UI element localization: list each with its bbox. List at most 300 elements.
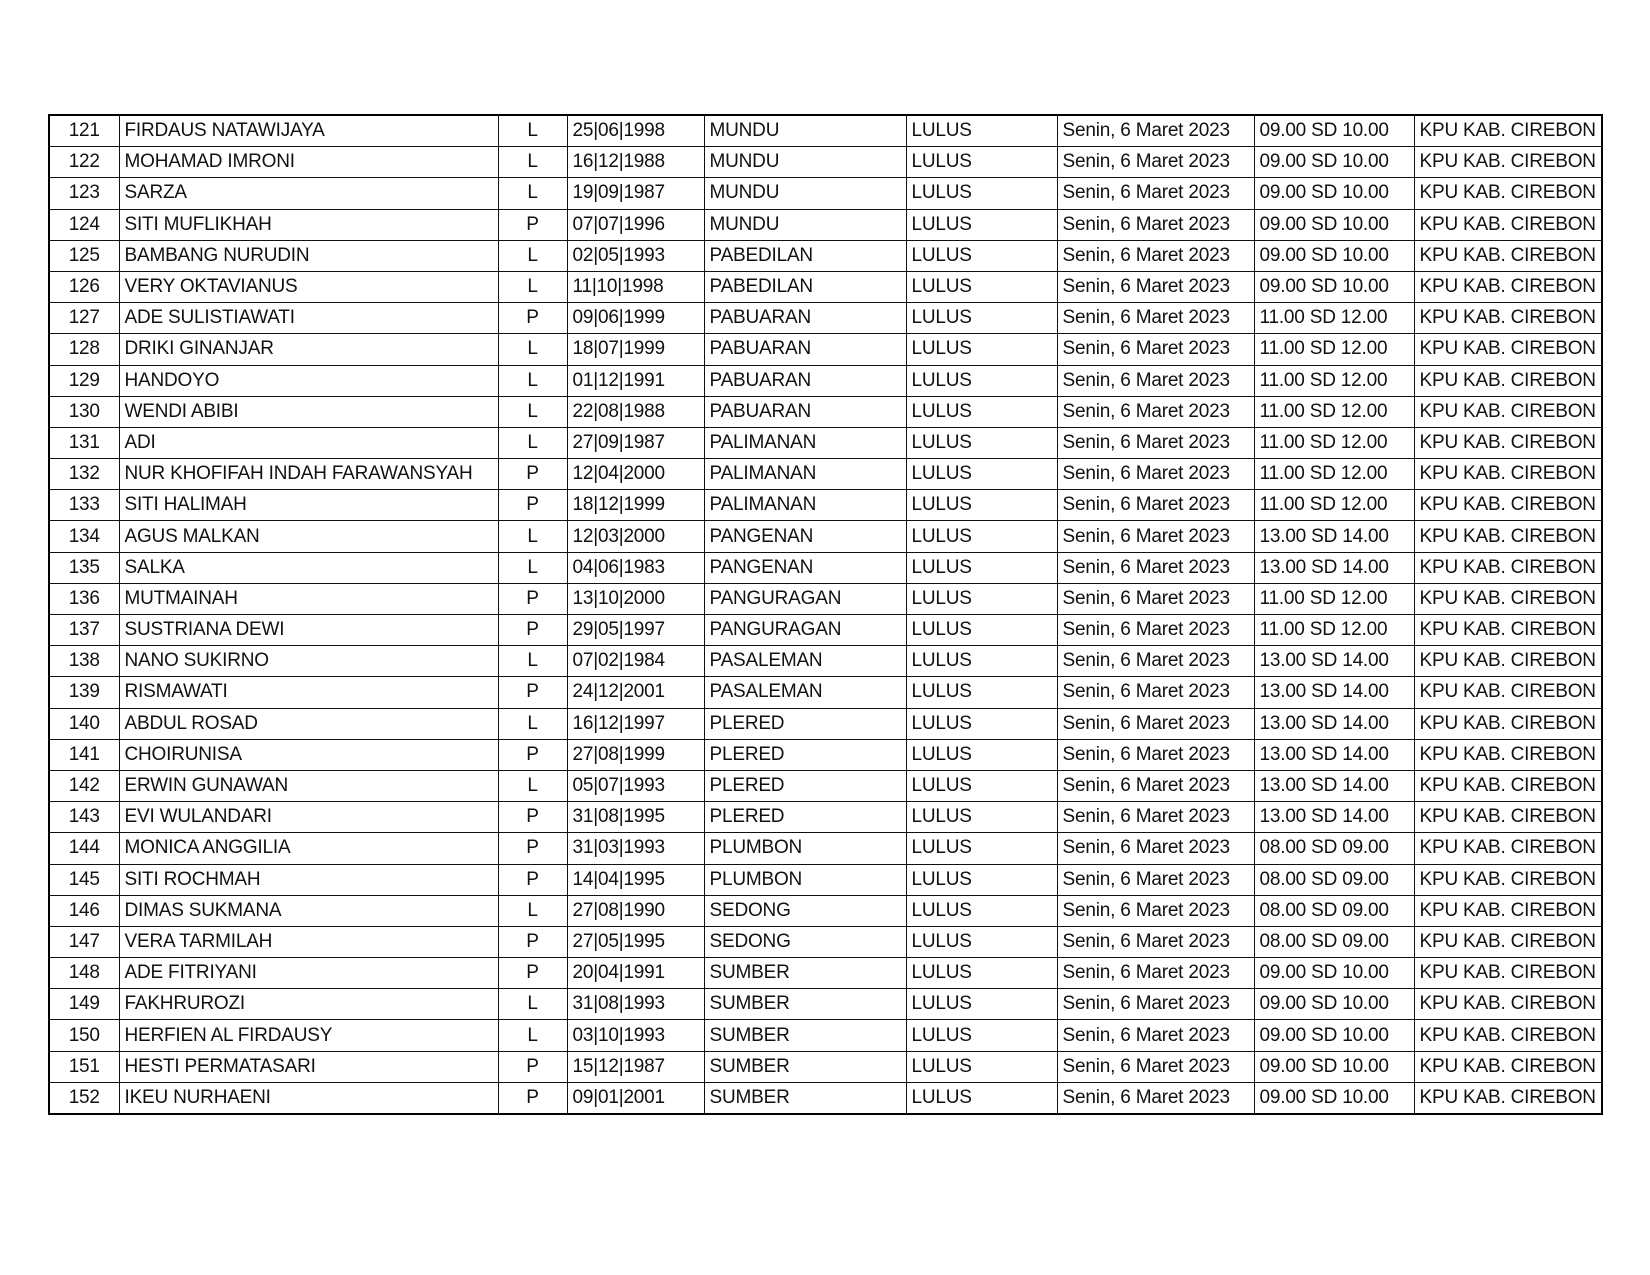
- birth-date-cell: 12|04|2000: [567, 459, 704, 490]
- row-number-cell: 139: [49, 677, 119, 708]
- district-cell: PLERED: [704, 739, 906, 770]
- district-cell: SUMBER: [704, 1051, 906, 1082]
- schedule-date-cell: Senin, 6 Maret 2023: [1057, 552, 1254, 583]
- gender-cell: P: [498, 583, 567, 614]
- row-number-cell: 147: [49, 926, 119, 957]
- row-number-cell: 142: [49, 770, 119, 801]
- table-row: [49, 864, 1602, 895]
- schedule-date-cell: Senin, 6 Maret 2023: [1057, 459, 1254, 490]
- schedule-time-cell: 09.00 SD 10.00: [1254, 1082, 1414, 1114]
- schedule-time-cell: 08.00 SD 09.00: [1254, 833, 1414, 864]
- schedule-date-cell: Senin, 6 Maret 2023: [1057, 178, 1254, 209]
- venue-cell: KPU KAB. CIREBON: [1414, 115, 1602, 147]
- venue-cell: KPU KAB. CIREBON: [1414, 1020, 1602, 1051]
- birth-date-cell: 14|04|1995: [567, 864, 704, 895]
- birth-date-cell: 16|12|1997: [567, 708, 704, 739]
- schedule-date-cell: Senin, 6 Maret 2023: [1057, 1020, 1254, 1051]
- gender-cell: P: [498, 303, 567, 334]
- gender-cell: P: [498, 677, 567, 708]
- row-number-cell: 141: [49, 739, 119, 770]
- schedule-date-cell: Senin, 6 Maret 2023: [1057, 271, 1254, 302]
- gender-cell: L: [498, 147, 567, 178]
- birth-date-cell: 24|12|2001: [567, 677, 704, 708]
- status-cell: LULUS: [906, 615, 1057, 646]
- table-row: [49, 1020, 1602, 1051]
- row-number-cell: 148: [49, 958, 119, 989]
- row-number-cell: 146: [49, 895, 119, 926]
- status-cell: LULUS: [906, 303, 1057, 334]
- district-cell: MUNDU: [704, 209, 906, 240]
- status-cell: LULUS: [906, 459, 1057, 490]
- status-cell: LULUS: [906, 209, 1057, 240]
- district-cell: SEDONG: [704, 926, 906, 957]
- participant-name-cell: SITI ROCHMAH: [119, 864, 498, 895]
- district-cell: PALIMANAN: [704, 427, 906, 458]
- schedule-date-cell: Senin, 6 Maret 2023: [1057, 583, 1254, 614]
- schedule-date-cell: Senin, 6 Maret 2023: [1057, 864, 1254, 895]
- schedule-time-cell: 08.00 SD 09.00: [1254, 926, 1414, 957]
- participant-name-cell: ABDUL ROSAD: [119, 708, 498, 739]
- gender-cell: P: [498, 926, 567, 957]
- row-number-cell: 129: [49, 365, 119, 396]
- birth-date-cell: 02|05|1993: [567, 240, 704, 271]
- birth-date-cell: 18|12|1999: [567, 490, 704, 521]
- venue-cell: KPU KAB. CIREBON: [1414, 1051, 1602, 1082]
- row-number-cell: 152: [49, 1082, 119, 1114]
- district-cell: PABUARAN: [704, 334, 906, 365]
- venue-cell: KPU KAB. CIREBON: [1414, 802, 1602, 833]
- table-row: [49, 365, 1602, 396]
- gender-cell: L: [498, 521, 567, 552]
- participant-name-cell: MONICA ANGGILIA: [119, 833, 498, 864]
- venue-cell: KPU KAB. CIREBON: [1414, 552, 1602, 583]
- gender-cell: P: [498, 1051, 567, 1082]
- schedule-time-cell: 13.00 SD 14.00: [1254, 677, 1414, 708]
- district-cell: PANGENAN: [704, 552, 906, 583]
- birth-date-cell: 25|06|1998: [567, 115, 704, 147]
- status-cell: LULUS: [906, 770, 1057, 801]
- status-cell: LULUS: [906, 334, 1057, 365]
- birth-date-cell: 22|08|1988: [567, 396, 704, 427]
- venue-cell: KPU KAB. CIREBON: [1414, 209, 1602, 240]
- row-number-cell: 122: [49, 147, 119, 178]
- birth-date-cell: 12|03|2000: [567, 521, 704, 552]
- table-row: [49, 646, 1602, 677]
- birth-date-cell: 20|04|1991: [567, 958, 704, 989]
- gender-cell: L: [498, 396, 567, 427]
- schedule-time-cell: 09.00 SD 10.00: [1254, 240, 1414, 271]
- venue-cell: KPU KAB. CIREBON: [1414, 615, 1602, 646]
- row-number-cell: 145: [49, 864, 119, 895]
- schedule-time-cell: 13.00 SD 14.00: [1254, 646, 1414, 677]
- table-row: [49, 490, 1602, 521]
- status-cell: LULUS: [906, 926, 1057, 957]
- district-cell: SEDONG: [704, 895, 906, 926]
- schedule-date-cell: Senin, 6 Maret 2023: [1057, 926, 1254, 957]
- status-cell: LULUS: [906, 895, 1057, 926]
- schedule-date-cell: Senin, 6 Maret 2023: [1057, 708, 1254, 739]
- schedule-time-cell: 09.00 SD 10.00: [1254, 209, 1414, 240]
- table-row: [49, 583, 1602, 614]
- table-row: [49, 677, 1602, 708]
- gender-cell: L: [498, 552, 567, 583]
- participant-name-cell: DIMAS SUKMANA: [119, 895, 498, 926]
- birth-date-cell: 27|08|1999: [567, 739, 704, 770]
- gender-cell: P: [498, 615, 567, 646]
- participant-name-cell: CHOIRUNISA: [119, 739, 498, 770]
- schedule-time-cell: 11.00 SD 12.00: [1254, 427, 1414, 458]
- status-cell: LULUS: [906, 739, 1057, 770]
- birth-date-cell: 27|05|1995: [567, 926, 704, 957]
- venue-cell: KPU KAB. CIREBON: [1414, 1082, 1602, 1114]
- schedule-date-cell: Senin, 6 Maret 2023: [1057, 521, 1254, 552]
- venue-cell: KPU KAB. CIREBON: [1414, 271, 1602, 302]
- status-cell: LULUS: [906, 864, 1057, 895]
- status-cell: LULUS: [906, 708, 1057, 739]
- birth-date-cell: 31|03|1993: [567, 833, 704, 864]
- venue-cell: KPU KAB. CIREBON: [1414, 770, 1602, 801]
- gender-cell: P: [498, 864, 567, 895]
- gender-cell: L: [498, 240, 567, 271]
- district-cell: PANGURAGAN: [704, 583, 906, 614]
- table-row: [49, 833, 1602, 864]
- gender-cell: L: [498, 365, 567, 396]
- status-cell: LULUS: [906, 1051, 1057, 1082]
- row-number-cell: 134: [49, 521, 119, 552]
- schedule-date-cell: Senin, 6 Maret 2023: [1057, 427, 1254, 458]
- district-cell: PABUARAN: [704, 303, 906, 334]
- birth-date-cell: 31|08|1993: [567, 989, 704, 1020]
- venue-cell: KPU KAB. CIREBON: [1414, 864, 1602, 895]
- gender-cell: L: [498, 115, 567, 147]
- table-body: [49, 115, 1602, 1114]
- schedule-date-cell: Senin, 6 Maret 2023: [1057, 396, 1254, 427]
- schedule-date-cell: Senin, 6 Maret 2023: [1057, 958, 1254, 989]
- schedule-date-cell: Senin, 6 Maret 2023: [1057, 646, 1254, 677]
- schedule-date-cell: Senin, 6 Maret 2023: [1057, 1051, 1254, 1082]
- participant-name-cell: ERWIN GUNAWAN: [119, 770, 498, 801]
- venue-cell: KPU KAB. CIREBON: [1414, 178, 1602, 209]
- schedule-date-cell: Senin, 6 Maret 2023: [1057, 770, 1254, 801]
- district-cell: PASALEMAN: [704, 646, 906, 677]
- table-row: [49, 739, 1602, 770]
- participant-name-cell: AGUS MALKAN: [119, 521, 498, 552]
- schedule-date-cell: Senin, 6 Maret 2023: [1057, 115, 1254, 147]
- participant-name-cell: NUR KHOFIFAH INDAH FARAWANSYAH: [119, 459, 498, 490]
- table-row: [49, 989, 1602, 1020]
- table-row: [49, 895, 1602, 926]
- gender-cell: P: [498, 802, 567, 833]
- participant-name-cell: EVI WULANDARI: [119, 802, 498, 833]
- gender-cell: L: [498, 178, 567, 209]
- participant-name-cell: BAMBANG NURUDIN: [119, 240, 498, 271]
- birth-date-cell: 27|09|1987: [567, 427, 704, 458]
- participant-name-cell: HANDOYO: [119, 365, 498, 396]
- participant-name-cell: VERA TARMILAH: [119, 926, 498, 957]
- status-cell: LULUS: [906, 552, 1057, 583]
- venue-cell: KPU KAB. CIREBON: [1414, 459, 1602, 490]
- row-number-cell: 126: [49, 271, 119, 302]
- status-cell: LULUS: [906, 427, 1057, 458]
- schedule-time-cell: 11.00 SD 12.00: [1254, 334, 1414, 365]
- schedule-time-cell: 11.00 SD 12.00: [1254, 459, 1414, 490]
- schedule-date-cell: Senin, 6 Maret 2023: [1057, 1082, 1254, 1114]
- status-cell: LULUS: [906, 989, 1057, 1020]
- row-number-cell: 135: [49, 552, 119, 583]
- participant-name-cell: VERY OKTAVIANUS: [119, 271, 498, 302]
- gender-cell: L: [498, 646, 567, 677]
- table-row: [49, 615, 1602, 646]
- table-row: [49, 1051, 1602, 1082]
- table-row: [49, 926, 1602, 957]
- table-row: [49, 271, 1602, 302]
- gender-cell: L: [498, 708, 567, 739]
- schedule-date-cell: Senin, 6 Maret 2023: [1057, 334, 1254, 365]
- schedule-time-cell: 09.00 SD 10.00: [1254, 147, 1414, 178]
- participant-name-cell: ADE FITRIYANI: [119, 958, 498, 989]
- schedule-time-cell: 09.00 SD 10.00: [1254, 958, 1414, 989]
- status-cell: LULUS: [906, 115, 1057, 147]
- birth-date-cell: 11|10|1998: [567, 271, 704, 302]
- schedule-date-cell: Senin, 6 Maret 2023: [1057, 240, 1254, 271]
- status-cell: LULUS: [906, 833, 1057, 864]
- table-row: [49, 334, 1602, 365]
- status-cell: LULUS: [906, 271, 1057, 302]
- participant-name-cell: ADI: [119, 427, 498, 458]
- gender-cell: L: [498, 1020, 567, 1051]
- table-row: [49, 459, 1602, 490]
- district-cell: SUMBER: [704, 1082, 906, 1114]
- table-row: [49, 802, 1602, 833]
- district-cell: PANGURAGAN: [704, 615, 906, 646]
- participant-name-cell: FAKHRUROZI: [119, 989, 498, 1020]
- district-cell: PABUARAN: [704, 396, 906, 427]
- participant-name-cell: RISMAWATI: [119, 677, 498, 708]
- participant-name-cell: MUTMAINAH: [119, 583, 498, 614]
- row-number-cell: 151: [49, 1051, 119, 1082]
- schedule-date-cell: Senin, 6 Maret 2023: [1057, 677, 1254, 708]
- gender-cell: P: [498, 209, 567, 240]
- participant-name-cell: SUSTRIANA DEWI: [119, 615, 498, 646]
- gender-cell: P: [498, 490, 567, 521]
- schedule-date-cell: Senin, 6 Maret 2023: [1057, 739, 1254, 770]
- schedule-time-cell: 11.00 SD 12.00: [1254, 303, 1414, 334]
- participant-name-cell: WENDI ABIBI: [119, 396, 498, 427]
- schedule-time-cell: 11.00 SD 12.00: [1254, 615, 1414, 646]
- row-number-cell: 125: [49, 240, 119, 271]
- row-number-cell: 133: [49, 490, 119, 521]
- gender-cell: P: [498, 833, 567, 864]
- row-number-cell: 121: [49, 115, 119, 147]
- row-number-cell: 132: [49, 459, 119, 490]
- birth-date-cell: 29|05|1997: [567, 615, 704, 646]
- gender-cell: L: [498, 989, 567, 1020]
- birth-date-cell: 13|10|2000: [567, 583, 704, 614]
- table-row: [49, 115, 1602, 147]
- district-cell: PALIMANAN: [704, 459, 906, 490]
- results-table: [48, 114, 1603, 1115]
- status-cell: LULUS: [906, 147, 1057, 178]
- schedule-time-cell: 09.00 SD 10.00: [1254, 115, 1414, 147]
- district-cell: MUNDU: [704, 115, 906, 147]
- venue-cell: KPU KAB. CIREBON: [1414, 926, 1602, 957]
- birth-date-cell: 31|08|1995: [567, 802, 704, 833]
- table-row: [49, 396, 1602, 427]
- gender-cell: P: [498, 1082, 567, 1114]
- gender-cell: L: [498, 271, 567, 302]
- district-cell: SUMBER: [704, 1020, 906, 1051]
- schedule-time-cell: 09.00 SD 10.00: [1254, 178, 1414, 209]
- schedule-time-cell: 08.00 SD 09.00: [1254, 864, 1414, 895]
- schedule-date-cell: Senin, 6 Maret 2023: [1057, 490, 1254, 521]
- schedule-date-cell: Senin, 6 Maret 2023: [1057, 303, 1254, 334]
- venue-cell: KPU KAB. CIREBON: [1414, 490, 1602, 521]
- schedule-time-cell: 09.00 SD 10.00: [1254, 989, 1414, 1020]
- table-row: [49, 147, 1602, 178]
- birth-date-cell: 07|02|1984: [567, 646, 704, 677]
- birth-date-cell: 27|08|1990: [567, 895, 704, 926]
- district-cell: PALIMANAN: [704, 490, 906, 521]
- venue-cell: KPU KAB. CIREBON: [1414, 646, 1602, 677]
- schedule-time-cell: 13.00 SD 14.00: [1254, 708, 1414, 739]
- venue-cell: KPU KAB. CIREBON: [1414, 833, 1602, 864]
- venue-cell: KPU KAB. CIREBON: [1414, 708, 1602, 739]
- schedule-time-cell: 13.00 SD 14.00: [1254, 770, 1414, 801]
- status-cell: LULUS: [906, 396, 1057, 427]
- participant-name-cell: DRIKI GINANJAR: [119, 334, 498, 365]
- table-row: [49, 708, 1602, 739]
- table-row: [49, 427, 1602, 458]
- district-cell: SUMBER: [704, 989, 906, 1020]
- table-row: [49, 770, 1602, 801]
- venue-cell: KPU KAB. CIREBON: [1414, 365, 1602, 396]
- participant-name-cell: MOHAMAD IMRONI: [119, 147, 498, 178]
- table-row: [49, 521, 1602, 552]
- venue-cell: KPU KAB. CIREBON: [1414, 583, 1602, 614]
- status-cell: LULUS: [906, 1082, 1057, 1114]
- schedule-time-cell: 13.00 SD 14.00: [1254, 521, 1414, 552]
- participant-name-cell: SALKA: [119, 552, 498, 583]
- district-cell: PABEDILAN: [704, 271, 906, 302]
- table-row: [49, 1082, 1602, 1114]
- birth-date-cell: 03|10|1993: [567, 1020, 704, 1051]
- participant-name-cell: NANO SUKIRNO: [119, 646, 498, 677]
- venue-cell: KPU KAB. CIREBON: [1414, 396, 1602, 427]
- gender-cell: L: [498, 427, 567, 458]
- status-cell: LULUS: [906, 958, 1057, 989]
- participant-name-cell: SARZA: [119, 178, 498, 209]
- participant-name-cell: FIRDAUS NATAWIJAYA: [119, 115, 498, 147]
- venue-cell: KPU KAB. CIREBON: [1414, 895, 1602, 926]
- district-cell: PLUMBON: [704, 864, 906, 895]
- status-cell: LULUS: [906, 178, 1057, 209]
- row-number-cell: 127: [49, 303, 119, 334]
- schedule-time-cell: 09.00 SD 10.00: [1254, 1051, 1414, 1082]
- venue-cell: KPU KAB. CIREBON: [1414, 989, 1602, 1020]
- birth-date-cell: 18|07|1999: [567, 334, 704, 365]
- schedule-time-cell: 09.00 SD 10.00: [1254, 1020, 1414, 1051]
- row-number-cell: 128: [49, 334, 119, 365]
- row-number-cell: 124: [49, 209, 119, 240]
- schedule-time-cell: 13.00 SD 14.00: [1254, 552, 1414, 583]
- participant-name-cell: ADE SULISTIAWATI: [119, 303, 498, 334]
- status-cell: LULUS: [906, 521, 1057, 552]
- participant-name-cell: HESTI PERMATASARI: [119, 1051, 498, 1082]
- participant-name-cell: SITI HALIMAH: [119, 490, 498, 521]
- row-number-cell: 136: [49, 583, 119, 614]
- row-number-cell: 130: [49, 396, 119, 427]
- schedule-time-cell: 09.00 SD 10.00: [1254, 271, 1414, 302]
- birth-date-cell: 07|07|1996: [567, 209, 704, 240]
- status-cell: LULUS: [906, 677, 1057, 708]
- status-cell: LULUS: [906, 583, 1057, 614]
- row-number-cell: 143: [49, 802, 119, 833]
- schedule-date-cell: Senin, 6 Maret 2023: [1057, 209, 1254, 240]
- row-number-cell: 138: [49, 646, 119, 677]
- schedule-date-cell: Senin, 6 Maret 2023: [1057, 895, 1254, 926]
- table-row: [49, 209, 1602, 240]
- row-number-cell: 123: [49, 178, 119, 209]
- row-number-cell: 144: [49, 833, 119, 864]
- birth-date-cell: 09|06|1999: [567, 303, 704, 334]
- table-row: [49, 958, 1602, 989]
- venue-cell: KPU KAB. CIREBON: [1414, 958, 1602, 989]
- gender-cell: P: [498, 739, 567, 770]
- schedule-date-cell: Senin, 6 Maret 2023: [1057, 615, 1254, 646]
- table-row: [49, 303, 1602, 334]
- venue-cell: KPU KAB. CIREBON: [1414, 240, 1602, 271]
- district-cell: MUNDU: [704, 178, 906, 209]
- status-cell: LULUS: [906, 1020, 1057, 1051]
- schedule-time-cell: 11.00 SD 12.00: [1254, 583, 1414, 614]
- row-number-cell: 150: [49, 1020, 119, 1051]
- status-cell: LULUS: [906, 646, 1057, 677]
- gender-cell: L: [498, 334, 567, 365]
- district-cell: PASALEMAN: [704, 677, 906, 708]
- schedule-time-cell: 13.00 SD 14.00: [1254, 739, 1414, 770]
- status-cell: LULUS: [906, 365, 1057, 396]
- gender-cell: L: [498, 895, 567, 926]
- venue-cell: KPU KAB. CIREBON: [1414, 677, 1602, 708]
- status-cell: LULUS: [906, 490, 1057, 521]
- venue-cell: KPU KAB. CIREBON: [1414, 334, 1602, 365]
- schedule-time-cell: 08.00 SD 09.00: [1254, 895, 1414, 926]
- schedule-date-cell: Senin, 6 Maret 2023: [1057, 802, 1254, 833]
- birth-date-cell: 05|07|1993: [567, 770, 704, 801]
- gender-cell: P: [498, 958, 567, 989]
- schedule-date-cell: Senin, 6 Maret 2023: [1057, 833, 1254, 864]
- row-number-cell: 140: [49, 708, 119, 739]
- birth-date-cell: 15|12|1987: [567, 1051, 704, 1082]
- schedule-time-cell: 13.00 SD 14.00: [1254, 802, 1414, 833]
- row-number-cell: 149: [49, 989, 119, 1020]
- district-cell: PLERED: [704, 802, 906, 833]
- participant-name-cell: SITI MUFLIKHAH: [119, 209, 498, 240]
- row-number-cell: 137: [49, 615, 119, 646]
- venue-cell: KPU KAB. CIREBON: [1414, 739, 1602, 770]
- district-cell: PLERED: [704, 770, 906, 801]
- schedule-date-cell: Senin, 6 Maret 2023: [1057, 365, 1254, 396]
- district-cell: PANGENAN: [704, 521, 906, 552]
- district-cell: PLUMBON: [704, 833, 906, 864]
- table-row: [49, 552, 1602, 583]
- district-cell: PLERED: [704, 708, 906, 739]
- schedule-time-cell: 11.00 SD 12.00: [1254, 490, 1414, 521]
- row-number-cell: 131: [49, 427, 119, 458]
- table-row: [49, 240, 1602, 271]
- participant-name-cell: HERFIEN AL FIRDAUSY: [119, 1020, 498, 1051]
- venue-cell: KPU KAB. CIREBON: [1414, 303, 1602, 334]
